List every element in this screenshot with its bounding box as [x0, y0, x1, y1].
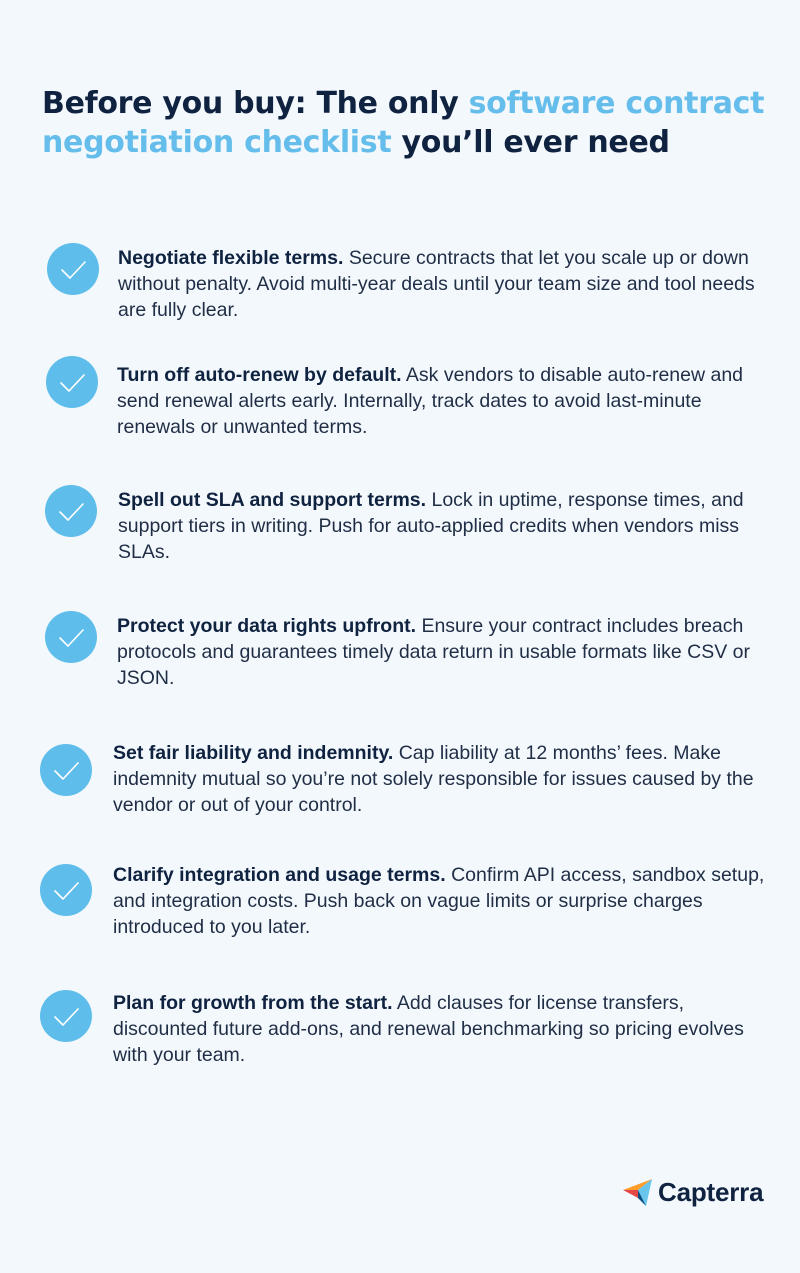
capterra-logo-icon: [622, 1176, 654, 1208]
checklist-item-body: Lock in uptime, response times, and support tiers in writing. Push for auto-applied credits when vendors miss SLAs.: [118, 489, 744, 563]
checklist-item-heading: Spell out SLA and support terms.: [118, 489, 427, 511]
title-highlight: software contract negotiation checklist: [42, 86, 765, 160]
checklist-item-text: [117, 362, 777, 440]
checkmark-icon: [45, 611, 97, 663]
checklist-item-heading: Protect your data rights upfront.: [117, 615, 417, 637]
checklist-item-heading: Plan for growth from the start.: [113, 992, 393, 1014]
checklist-item-text: [113, 862, 773, 940]
page-title: [42, 84, 772, 162]
logo-wordmark: Capterra: [658, 1176, 764, 1207]
checklist-item-body: Secure contracts that let you scale up or down without penalty. Avoid multi-year deals until your team size and tool needs are fully clear.: [118, 247, 755, 321]
checklist-item-body: Confirm API access, sandbox setup, and integration costs. Push back on vague limits or surprise charges introduced to you later.: [113, 864, 765, 938]
title-part-1: Before you buy: The only: [42, 86, 469, 121]
checklist-item-heading: Turn off auto-renew by default.: [117, 364, 402, 386]
checklist-item-body: Add clauses for license transfers, discounted future add-ons, and renewal benchmarking so pricing evolves with your team.: [113, 992, 744, 1066]
checkmark-icon: [40, 744, 92, 796]
checkmark-icon: [40, 864, 92, 916]
checklist-item-text: [113, 740, 773, 818]
checklist-item-heading: Clarify integration and usage terms.: [113, 864, 446, 886]
checklist-item-text: [118, 487, 778, 565]
checkmark-icon: [47, 243, 99, 295]
checkmark-icon: [45, 485, 97, 537]
checklist-item-text: [113, 990, 753, 1068]
checklist-item-heading: Negotiate flexible terms.: [118, 247, 344, 269]
checklist-item-heading: Set fair liability and indemnity.: [113, 742, 394, 764]
title-part-2: you’ll ever need: [391, 125, 670, 160]
checklist-item-text: [117, 613, 772, 691]
checkmark-icon: [46, 356, 98, 408]
checklist-item-body: Ask vendors to disable auto-renew and send renewal alerts early. Internally, track dates to avoid last-minute renewals or unwanted terms.: [117, 364, 744, 438]
checklist-item-body: Cap liability at 12 months’ fees. Make indemnity mutual so you’re not solely responsible for issues caused by the vendor or out of your control.: [113, 742, 754, 816]
capterra-logo: [622, 1175, 763, 1209]
checklist-item-text: [118, 245, 768, 323]
checklist-item-body: Ensure your contract includes breach protocols and guarantees timely data return in usable formats like CSV or JSON.: [117, 615, 750, 689]
checkmark-icon: [40, 990, 92, 1042]
